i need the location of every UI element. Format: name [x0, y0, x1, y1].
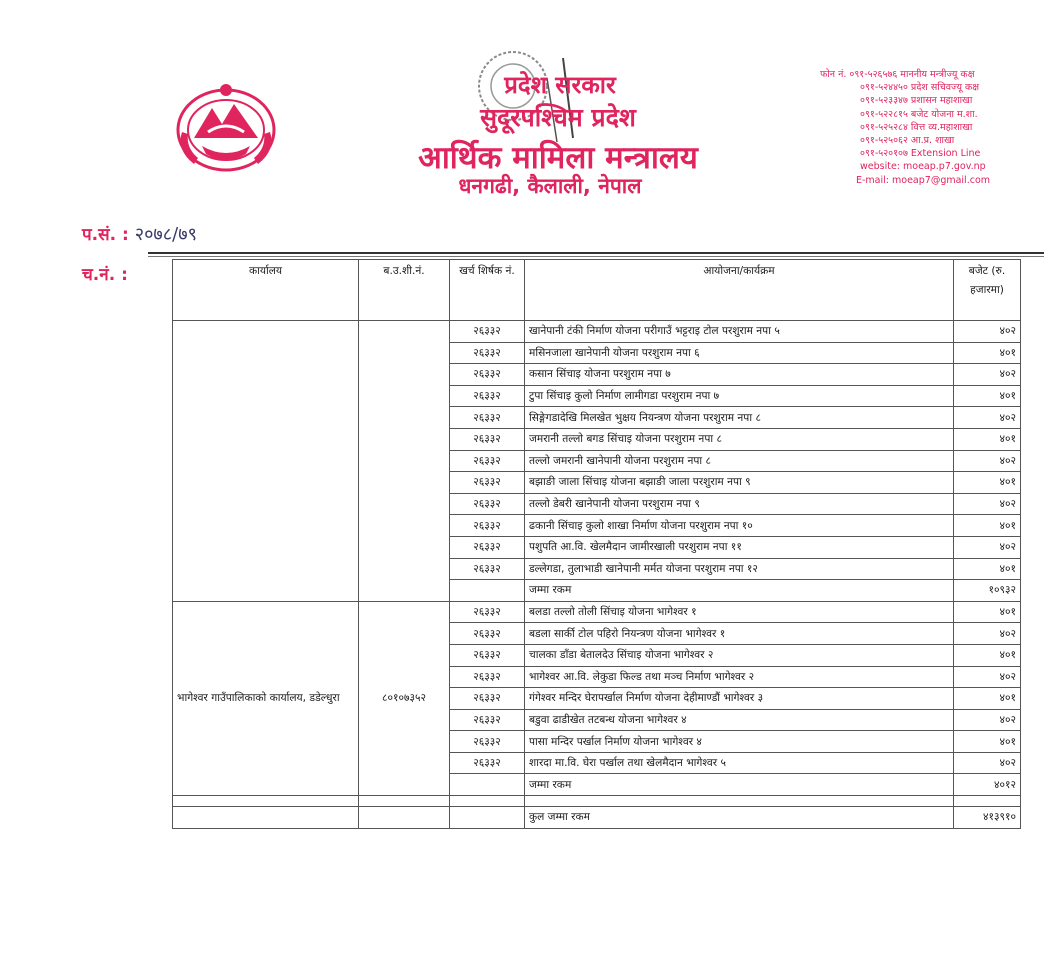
- grand-total-label: कुल जम्मा रकम: [525, 807, 954, 829]
- empty-cell: [450, 807, 525, 829]
- budget-cell: ४०१: [954, 558, 1021, 580]
- letter-reference: [82, 222, 197, 246]
- empty-cell: [173, 796, 359, 807]
- grand-total-row: [173, 807, 1021, 829]
- subtotal-label: जम्मा रकम: [525, 580, 954, 602]
- empty-cell: [450, 796, 525, 807]
- budget-table: [172, 259, 1021, 829]
- project-cell: शारदा मा.वि. घेरा पर्खाल तथा खेलमैदान भागेश्वर ५: [525, 752, 954, 774]
- col-project: आयोजना/कार्यक्रम: [525, 260, 954, 321]
- table-row: [173, 321, 1021, 343]
- project-cell: बझाङी जाला सिंचाइ योजना बझाङी जाला परशुराम नपा ९: [525, 472, 954, 494]
- project-cell: बडला सार्की टोल पहिरो नियन्त्रण योजना भागेश्वर १: [525, 623, 954, 645]
- empty-cell: [450, 774, 525, 796]
- contact-line: फोन नं. ०९१-५२६५७६ माननीय मन्त्रीज्यू कक्ष: [820, 69, 975, 80]
- expense-code-cell: २६३३२: [450, 731, 525, 753]
- budget-cell: ४०१: [954, 342, 1021, 364]
- cn-label: च.नं. :: [82, 265, 128, 285]
- budget-cell: ४०१: [954, 688, 1021, 710]
- expense-code-cell: २६३३२: [450, 342, 525, 364]
- project-cell: तल्लो जमरानी खानेपानी योजना परशुराम नपा ८: [525, 450, 954, 472]
- project-cell: मसिनजाला खानेपानी योजना परशुराम नपा ६: [525, 342, 954, 364]
- header-province: सुदूरपश्चिम प्रदेश: [480, 103, 636, 132]
- contact-line: ०९१-५२५०६२ आ.प्र. शाखा: [860, 135, 955, 147]
- expense-code-cell: २६३३२: [450, 752, 525, 774]
- project-cell: खानेपानी टंकी निर्माण योजना परीगाउँ भट्टराइ टोल परशुराम नपा ५: [525, 321, 954, 343]
- office-cell: भागेश्वर गाउँपालिकाको कार्यालय, डडेल्धुरा: [173, 601, 359, 795]
- budget-cell: ४०१: [954, 385, 1021, 407]
- empty-cell: [359, 796, 450, 807]
- expense-code-cell: २६३३२: [450, 709, 525, 731]
- header-address: धनगढी, कैलाली, नेपाल: [458, 174, 642, 198]
- project-cell: चालका डाँडा बेतालदेउ सिंचाइ योजना भागेश्वर २: [525, 644, 954, 666]
- contact-block: [820, 68, 1042, 187]
- ps-value: २०७८/७९: [134, 224, 197, 245]
- expense-code-cell: २६३३२: [450, 644, 525, 666]
- project-cell: भागेश्वर आ.वि. लेकुडा फिल्ड तथा मञ्च निर्माण भागेश्वर २: [525, 666, 954, 688]
- budget-cell: ४०१: [954, 428, 1021, 450]
- empty-cell: [450, 580, 525, 602]
- expense-code-cell: २६३३२: [450, 623, 525, 645]
- empty-cell: [359, 807, 450, 829]
- header-ministry: आर्थिक मामिला मन्त्रालय: [418, 140, 698, 176]
- nepal-emblem-icon: [172, 80, 280, 175]
- expense-code-cell: २६३३२: [450, 450, 525, 472]
- project-cell: जमरानी तल्लो बगड सिंचाइ योजना परशुराम नपा ८: [525, 428, 954, 450]
- subtotal-label: जम्मा रकम: [525, 774, 954, 796]
- project-cell: टुपा सिंचाइ कुलो निर्माण लामीगडा परशुराम नपा ७: [525, 385, 954, 407]
- budget-cell: ४०२: [954, 752, 1021, 774]
- budget-cell: ४०१: [954, 731, 1021, 753]
- budget-cell: ४०२: [954, 666, 1021, 688]
- budget-cell: ४०१: [954, 644, 1021, 666]
- contact-line: ०९१-५२४४५० प्रदेश सचिवज्यू कक्ष: [860, 82, 980, 94]
- budget-cell: ४०२: [954, 493, 1021, 515]
- project-cell: सिङ्गेगडादेखि मिलखेत भुक्षय नियन्त्रण योजना परशुराम नपा ८: [525, 407, 954, 429]
- expense-code-cell: २६३३२: [450, 321, 525, 343]
- expense-code-cell: २६३३२: [450, 472, 525, 494]
- expense-code-cell: २६३३२: [450, 364, 525, 386]
- col-expense-head: खर्च शिर्षक नं.: [450, 260, 525, 321]
- contact-line: ०९१-५२५२८४ वित्त व्य.महाशाखा: [860, 121, 973, 133]
- col-bushi: ब.उ.शी.नं.: [359, 260, 450, 321]
- bushi-cell: [359, 321, 450, 602]
- header-divider-thin: [148, 256, 1044, 257]
- project-cell: गंगेश्वर मन्दिर घेरापर्खाल निर्माण योजना देहीमाण्डौं भागेश्वर ३: [525, 688, 954, 710]
- budget-cell: ४०२: [954, 536, 1021, 558]
- header-government: प्रदेश सरकार: [504, 71, 616, 99]
- project-cell: डल्लेगडा, तुलाभाडी खानेपानी मर्मत योजना परशुराम नपा १२: [525, 558, 954, 580]
- col-budget: बजेट (रु. हजारमा): [954, 260, 1021, 321]
- budget-cell: ४०२: [954, 709, 1021, 731]
- subtotal-value: १०९३२: [954, 580, 1021, 602]
- table-row: [173, 601, 1021, 623]
- expense-code-cell: २६३३२: [450, 385, 525, 407]
- table-header-row: [173, 260, 1021, 321]
- expense-code-cell: २६३३२: [450, 493, 525, 515]
- empty-cell: [954, 796, 1021, 807]
- project-cell: बलडा तल्लो तोली सिंचाइ योजना भागेश्वर १: [525, 601, 954, 623]
- budget-cell: ४०२: [954, 450, 1021, 472]
- ps-label: प.सं. :: [82, 225, 129, 245]
- budget-cell: ४०२: [954, 407, 1021, 429]
- expense-code-cell: २६३३२: [450, 688, 525, 710]
- grand-total-value: ४१३९१०: [954, 807, 1021, 829]
- project-cell: पशुपति आ.वि. खेलमैदान जामीरखाली परशुराम नपा ११: [525, 536, 954, 558]
- contact-line: ०९१-५२२८१५ बजेट योजना म.शा.: [860, 108, 978, 120]
- expense-code-cell: २६३३२: [450, 601, 525, 623]
- contact-line: ०९१-५२३३४७ प्रशासन महाशाखा: [860, 95, 973, 107]
- project-cell: ढकानी सिंचाइ कुलो शाखा निर्माण योजना परशुराम नपा १०: [525, 515, 954, 537]
- empty-cell: [173, 807, 359, 829]
- budget-cell: ४०१: [954, 472, 1021, 494]
- email-text: E-mail: moeap7@gmail.com: [856, 174, 991, 186]
- project-cell: कसान सिंचाइ योजना परशुराम नपा ७: [525, 364, 954, 386]
- subtotal-value: ४०१२: [954, 774, 1021, 796]
- project-cell: पासा मन्दिर पर्खाल निर्माण योजना भागेश्वर ४: [525, 731, 954, 753]
- budget-cell: ४०१: [954, 601, 1021, 623]
- office-cell: [173, 321, 359, 602]
- project-cell: बडुवा ढाडीखेत तटबन्ध योजना भागेश्वर ४: [525, 709, 954, 731]
- expense-code-cell: २६३३२: [450, 666, 525, 688]
- col-office: कार्यालय: [173, 260, 359, 321]
- budget-cell: ४०२: [954, 623, 1021, 645]
- project-cell: तल्लो डेबरी खानेपानी योजना परशुराम नपा ९: [525, 493, 954, 515]
- header-divider: [148, 252, 1044, 254]
- budget-cell: ४०१: [954, 515, 1021, 537]
- expense-code-cell: २६३३२: [450, 407, 525, 429]
- bushi-cell: ८०१०७३५२: [359, 601, 450, 795]
- budget-cell: ४०२: [954, 321, 1021, 343]
- empty-cell: [525, 796, 954, 807]
- contact-line: ०९१-५२०१०७ Extension Line: [860, 148, 981, 160]
- expense-code-cell: २६३३२: [450, 515, 525, 537]
- expense-code-cell: २६३३२: [450, 536, 525, 558]
- expense-code-cell: २६३३२: [450, 428, 525, 450]
- expense-code-cell: २६३३२: [450, 558, 525, 580]
- website-text: website: moeap.p7.gov.np: [860, 161, 986, 173]
- budget-cell: ४०२: [954, 364, 1021, 386]
- blank-row: [173, 796, 1021, 807]
